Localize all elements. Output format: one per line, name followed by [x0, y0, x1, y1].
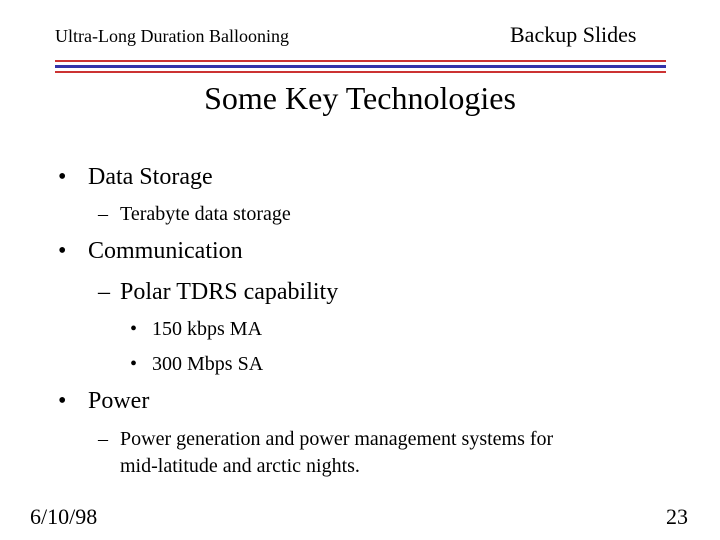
sub-bullet-power-line1: Power generation and power management systems for [120, 428, 554, 450]
header-left-title: Ultra-Long Duration Ballooning [55, 26, 289, 46]
bullet-dot: • [130, 318, 138, 340]
bullet-power: Power [88, 388, 150, 414]
sub-bullet-terabyte: Terabyte data storage [120, 203, 291, 225]
footer-date: 6/10/98 [30, 504, 98, 529]
sub-bullet-power-line2: mid-latitude and arctic nights. [120, 455, 360, 477]
header-rule-bottom [55, 71, 666, 73]
dash-marker: – [98, 203, 108, 225]
bullet-communication: Communication [88, 238, 243, 264]
header-right-title: Backup Slides [510, 22, 637, 47]
slide-title: Some Key Technologies [204, 80, 516, 116]
header-rule-top [55, 60, 666, 62]
sub-bullet-tdrs: Polar TDRS capability [120, 279, 339, 305]
bullet-dot: • [58, 388, 67, 414]
item-150-kbps: 150 kbps MA [152, 318, 263, 340]
item-300-mbps: 300 Mbps SA [152, 353, 264, 375]
header-rule-middle [55, 65, 666, 68]
bullet-dot: • [130, 353, 138, 375]
dash-marker: – [98, 428, 108, 450]
bullet-dot: • [58, 164, 67, 190]
page-number: 23 [666, 504, 688, 529]
bullet-dot: • [58, 238, 67, 264]
dash-marker: – [98, 279, 110, 305]
bullet-data-storage: Data Storage [88, 164, 213, 190]
